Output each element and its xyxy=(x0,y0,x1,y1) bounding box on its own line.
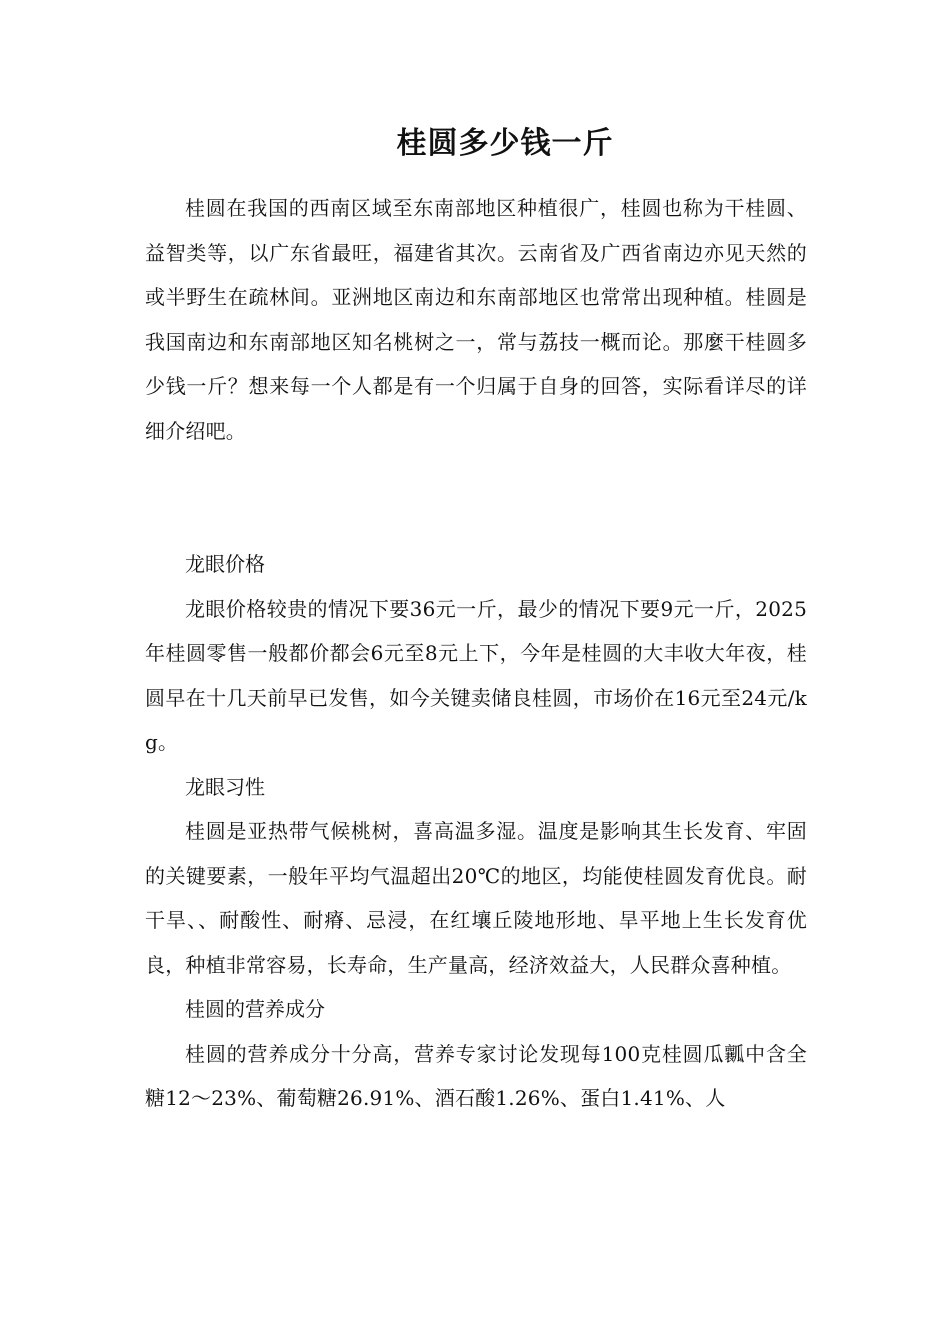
section-body-price: 龙眼价格较贵的情况下要36元一斤，最少的情况下要9元一斤，2025年桂圆零售一般都价都会6元至8元上下，今年是桂圆的大丰收大年夜，桂圆早在十几天前早已发售，如今关键卖储良桂圆，市场价在16元至24元/kg。 xyxy=(145,596,807,754)
section-heading-nutrition: 桂圆的营养成分 xyxy=(185,997,325,1021)
document-title: 桂圆多少钱一斤 xyxy=(396,126,614,161)
intro-paragraph: 桂圆在我国的西南区域至东南部地区种植很广，桂圆也称为干桂圆、益智类等，以广东省最旺，福建省其次。云南省及广西省南边亦见天然的或半野生在疏林间。亚洲地区南边和东南部地区也常常出现种植。桂圆是我国南边和东南部地区知名桃树之一，常与荔技一概而论。那麼干桂圆多少钱一斤？想来每一个人都是有一个归属于自身的回答，实际看详尽的详细介绍吧。 xyxy=(145,196,807,443)
section-heading-habit: 龙眼习性 xyxy=(185,774,265,799)
blank-space xyxy=(145,453,807,542)
section-body-nutrition: 桂圆的营养成分十分高，营养专家讨论发现每100克桂圆瓜瓤中含全糖12～23%、葡萄糖26.91%、酒石酸1.26%、蛋白1.41%、人 xyxy=(145,1041,807,1110)
document-body xyxy=(145,186,807,1121)
section-body-habit: 桂圆是亚热带气候桃树，喜高温多湿。温度是影响其生长发育、牢固的关键要素，一般年平均气温超出20℃的地区，均能使桂圆发育优良。耐干旱、、耐酸性、耐瘠、忌浸，在红壤丘陵地形地、旱平地上生长发育优良，种植非常容易，长寿命，生产量高，经济效益大，人民群众喜种植。 xyxy=(145,819,807,977)
section-heading-price: 龙眼价格 xyxy=(185,552,265,576)
